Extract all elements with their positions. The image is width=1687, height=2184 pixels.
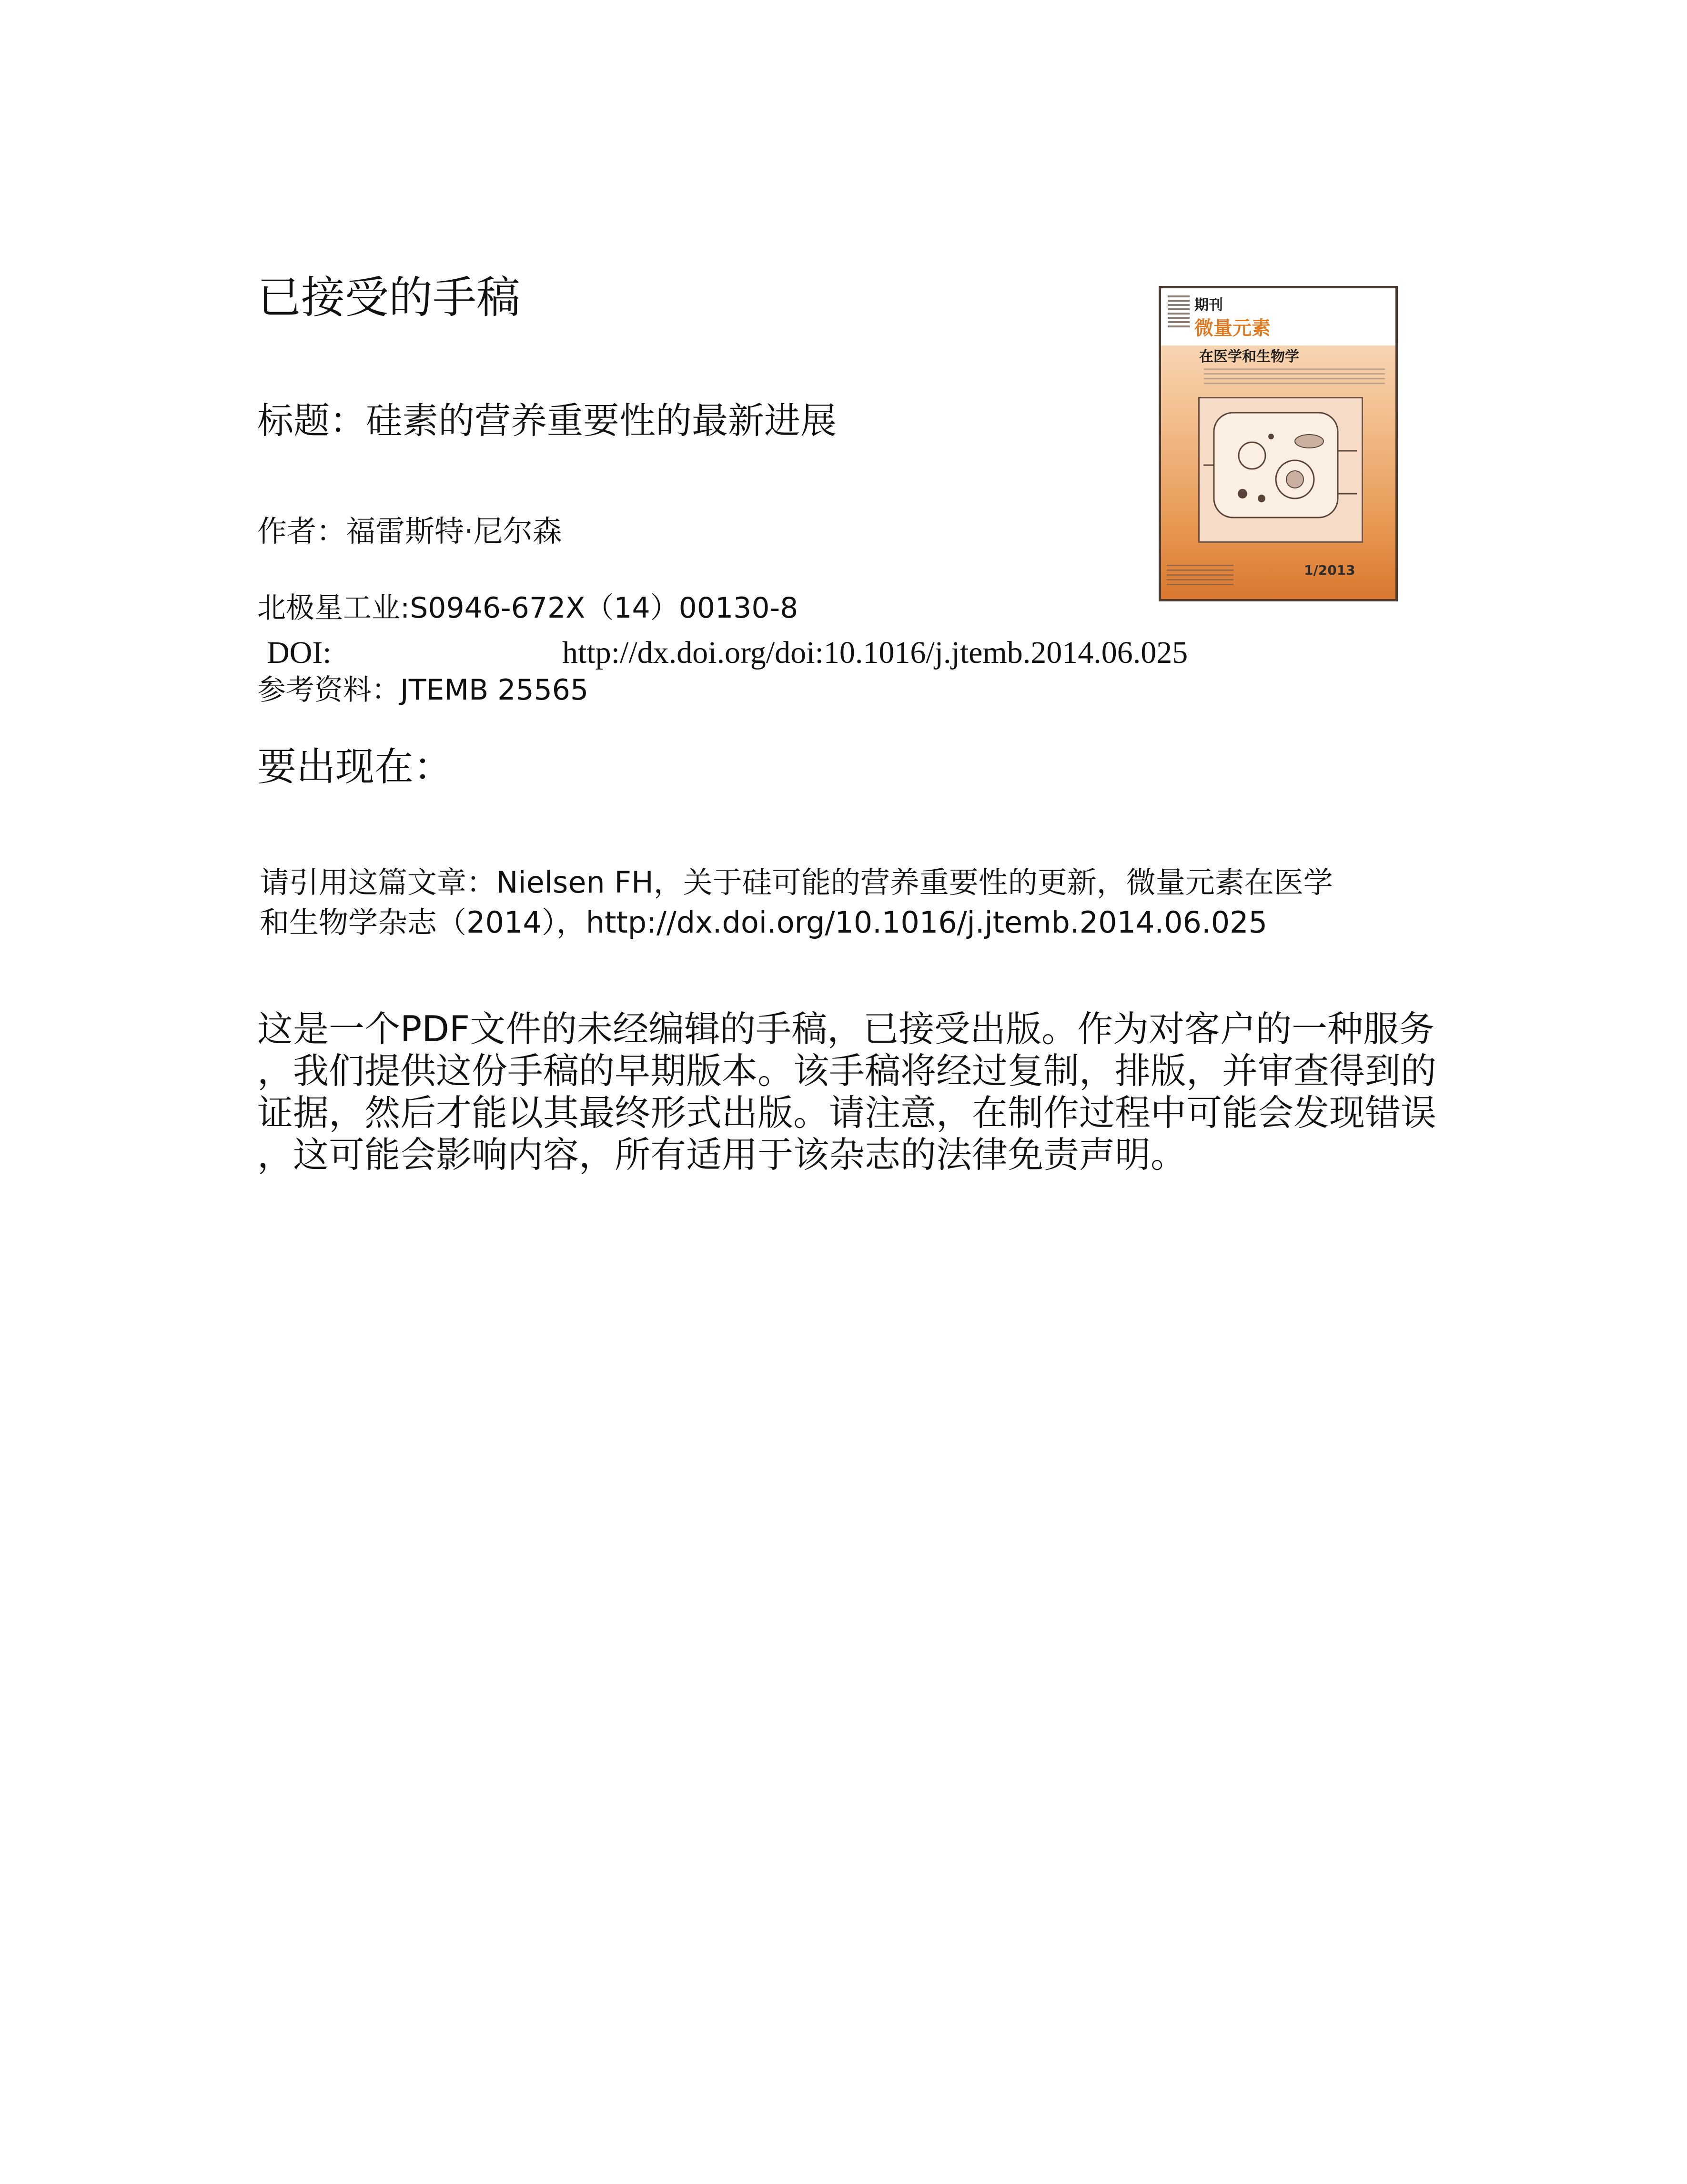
cover-publisher-info: [1167, 565, 1233, 589]
notice-line: ，这可能会影响内容，所有适用于该杂志的法律免责声明。: [257, 1134, 1187, 1176]
doi-link[interactable]: http://dx.doi.org/doi:10.1016/j.jtemb.2014.06.025: [562, 635, 1188, 670]
article-author: 作者：福雷斯特·尼尔森: [257, 514, 562, 549]
article-pii: 北极星工业:S0946-672X（14）00130-8: [257, 591, 798, 625]
appear-in-label: 要出现在：: [257, 744, 453, 790]
publisher-logo-icon: [1168, 294, 1190, 327]
citation-line: 请引用这篇文章：Nielsen FH，关于硅可能的营养重要性的更新，微量元素在医学: [260, 865, 1333, 900]
manuscript-heading: 已接受的手稿: [257, 272, 521, 323]
cover-cell-illustration: [1198, 397, 1363, 543]
citation-block: [260, 863, 1417, 943]
cover-issue: 1/2013: [1304, 562, 1355, 578]
notice-line: ，我们提供这份手稿的早期版本。该手稿将经过复制，排版，并审查得到的: [257, 1050, 1437, 1092]
cover-journal-title: 微量元素: [1194, 317, 1271, 339]
article-title: 标题：硅素的营养重要性的最新进展: [257, 399, 837, 442]
article-reference: 参考资料：JTEMB 25565: [257, 673, 589, 707]
citation-line: 和生物学杂志（2014），http://dx.doi.org/10.1016/j.jtemb.2014.06.025: [260, 905, 1268, 940]
manuscript-notice: [257, 1008, 1437, 1176]
cell-diagram-icon: [1200, 398, 1362, 541]
cover-label: 期刊: [1194, 297, 1223, 314]
notice-line: 证据，然后才能以其最终形式出版。请注意，在制作过程中可能会发现错误: [257, 1092, 1437, 1134]
cover-journal-subtitle: 在医学和生物学: [1199, 348, 1299, 365]
journal-cover: [1159, 286, 1398, 601]
doi-label: DOI:: [267, 635, 332, 670]
cover-fine-print: [1204, 368, 1385, 387]
notice-line: 这是一个PDF文件的未经编辑的手稿，已接受出版。作为对客户的一种服务: [257, 1008, 1435, 1050]
